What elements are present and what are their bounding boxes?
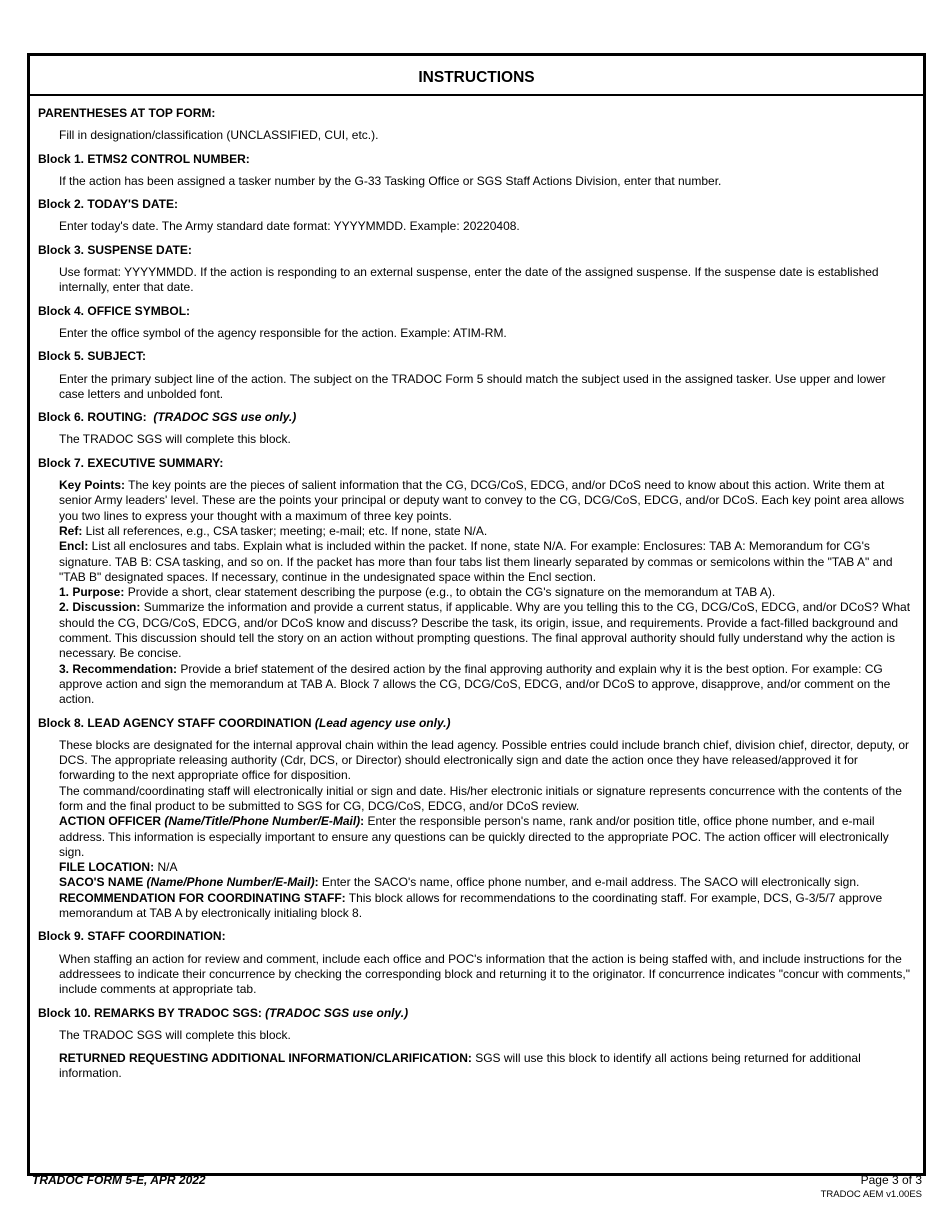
ao-note: (Name/Title/Phone Number/E-Mail): [164, 814, 361, 829]
block7-encl: [59, 539, 912, 585]
block10-returned: [59, 1051, 912, 1082]
purpose-label: 1. Purpose:: [59, 585, 125, 600]
block7-discussion: [59, 600, 912, 661]
ao-text: Enter the responsible person's name, rank and/or position title, office phone number, and e-mail address. This information is especially important to ensure any questions can be quickly directed to the appropriate POC. The action officer will electronically sign.: [59, 814, 889, 859]
page-title: INSTRUCTIONS: [30, 56, 923, 96]
key-points-text: The key points are the pieces of salient information that the CG, DCG/CoS, EDCG, and/or DCoS need to know about this action. Write them at senior Army leaders' level. These are the points your principal or deputy want to convey to the CG, DCG/CoS, EDCG, and/or DCoS. Each key point area allows you two lines to express your thought with a maximum of three key points.: [59, 478, 905, 523]
block6-heading-label: Block 6. ROUTING:: [38, 410, 147, 425]
block8-recommendation: [59, 891, 912, 922]
block8-text2: The command/coordinating staff will electronically initial or sign and date. His/her electronic initials or signature represents concurrence with the contents of the form and the final product to be submitted to SGS for CG, DCG/CoS, EDCG, and/or DCoS review.: [59, 783, 902, 813]
block9-text: When staffing an action for review and comment, include each office and POC's information that the action is being staffed with, and include instructions for the addressees to indicate their concurrence by checking the corresponding block and returning it to the originator. If concurrence indicates "concur with comments," include comments at appropriate tab.: [59, 951, 910, 997]
block8-heading: [38, 716, 912, 731]
block8-text1: These blocks are designated for the internal approval chain within the lead agency. Possible entries could include branch chief, division chief, director, deputy, or DCS. The appropriate releasing authority (Cdr, DCS, or Director) should electronically sign and date the action once they have released/approved it for forwarding to the next appropriate office for disposition.: [59, 737, 910, 783]
block8-heading-label: Block 8. LEAD AGENCY STAFF COORDINATION: [38, 715, 312, 730]
block10-heading-label: Block 10. REMARKS BY TRADOC SGS:: [38, 1005, 262, 1020]
block8-action-officer: [59, 814, 912, 860]
saco-colon: :: [314, 875, 319, 890]
block8-heading-note: (Lead agency use only.): [314, 715, 451, 730]
block1-text: If the action has been assigned a tasker number by the G-33 Tasking Office or SGS Staff Actions Division, enter that number.: [59, 173, 722, 188]
ao-colon: :: [360, 814, 365, 829]
block7-key-points: [59, 478, 912, 524]
block1-heading: Block 1. ETMS2 CONTROL NUMBER:: [38, 151, 250, 166]
block7-heading: Block 7. EXECUTIVE SUMMARY:: [38, 455, 224, 470]
block6-heading: [38, 410, 912, 425]
instructions-content: [30, 96, 923, 1082]
file-label: FILE LOCATION:: [59, 860, 155, 875]
parentheses-text: Fill in designation/classification (UNCLASSIFIED, CUI, etc.).: [59, 128, 379, 143]
recommendation-text: Provide a brief statement of the desired action by the final approving authority and explain why it is the best option. For example: CG approve action and sign the memorandum at TAB A. Block 7 allows the CG, DCG/CoS, EDCG, and/or DCoS to approve, disapprove, and/or comment on the action.: [59, 661, 891, 707]
block10-text: The TRADOC SGS will complete this block.: [59, 1027, 291, 1042]
block8-file-location: [59, 860, 912, 875]
block7-recommendation: [59, 662, 912, 708]
saco-label: SACO'S NAME: [59, 875, 144, 890]
block2-text: Enter today's date. The Army standard date format: YYYYMMDD. Example: 20220408.: [59, 219, 520, 234]
block4-text: Enter the office symbol of the agency responsible for the action. Example: ATIM-RM.: [59, 325, 507, 340]
block6-text: The TRADOC SGS will complete this block.: [59, 432, 291, 447]
footer-form-name: TRADOC FORM 5-E, APR 2022: [32, 1173, 206, 1187]
discussion-text: Summarize the information and provide a current status, if applicable. Why are you telling this to the CG, DCG/CoS, EDCG, and/or DCoS? What should the CG, DCG/CoS, EDCG, and/or DCoS know and discuss? Describe the task, its origin, issue, and requirements. Provide a fact-filled background and comment. This discussion should tell the story on an action without prompting questions. The final approval authority should fully understand why the action is necessary. Be concise.: [59, 600, 911, 661]
block3-heading: Block 3. SUSPENSE DATE:: [38, 242, 192, 257]
returned-label: RETURNED REQUESTING ADDITIONAL INFORMATION/CLARIFICATION:: [59, 1051, 472, 1066]
block7-ref: [59, 524, 912, 539]
saco-text: Enter the SACO's name, office phone number, and e-mail address. The SACO will electronically sign.: [318, 875, 860, 890]
ref-label: Ref:: [59, 523, 83, 538]
instructions-frame: [27, 53, 926, 1176]
footer-page-number: Page 3 of 3: [860, 1173, 922, 1187]
rec-text: This block allows for recommendations to the coordinating staff. For example, DCS, G-3/5/7 approve memorandum at TAB A by electronically initialing block 8.: [59, 890, 883, 921]
discussion-label: 2. Discussion:: [59, 600, 141, 615]
returned-text: SGS will use this block to identify all actions being returned for additional information.: [59, 1051, 861, 1081]
block3-text: Use format: YYYYMMDD. If the action is responding to an external suspense, enter the date of the assigned suspense. If the suspense date is established internally, enter that date.: [59, 265, 879, 295]
block10-heading: [38, 1006, 912, 1021]
rec-label: RECOMMENDATION FOR COORDINATING STAFF:: [59, 890, 346, 905]
file-text: N/A: [154, 860, 178, 875]
footer-version: TRADOC AEM v1.00ES: [820, 1189, 922, 1200]
encl-label: Encl:: [59, 539, 89, 554]
encl-text: List all enclosures and tabs. Explain what is included within the packet. If none, state N/A. For example: Enclosures: TAB A: Memorandum for CG's signature. TAB B: CSA tasking, and so on. If the packet has more than four tabs list them linearly separated by commas or semicolons within the "TAB A" and "TAB B" designated spaces. If necessary, continue in the undesignated space within the Encl section.: [59, 539, 893, 584]
recommendation-label: 3. Recommendation:: [59, 661, 178, 676]
block8-saco: [59, 875, 912, 890]
block7-purpose: [59, 585, 912, 600]
block5-text: Enter the primary subject line of the action. The subject on the TRADOC Form 5 should match the subject used in the assigned tasker. Use upper and lower case letters and unbolded font.: [59, 371, 886, 401]
key-points-label: Key Points:: [59, 478, 126, 493]
block6-heading-note: (TRADOC SGS use only.): [153, 410, 297, 425]
block2-heading: Block 2. TODAY'S DATE:: [38, 197, 178, 212]
block9-heading: Block 9. STAFF COORDINATION:: [38, 929, 226, 944]
ref-text: List all references, e.g., CSA tasker; meeting; e-mail; etc. If none, state N/A.: [82, 523, 488, 538]
block4-heading: Block 4. OFFICE SYMBOL:: [38, 303, 191, 318]
block10-heading-note: (TRADOC SGS use only.): [265, 1005, 409, 1020]
ao-label: ACTION OFFICER: [59, 814, 161, 829]
block5-heading: Block 5. SUBJECT:: [38, 349, 147, 364]
saco-note: (Name/Phone Number/E-Mail): [146, 875, 315, 890]
parentheses-heading: PARENTHESES AT TOP FORM:: [38, 106, 216, 120]
purpose-text: Provide a short, clear statement describing the purpose (e.g., to obtain the CG's signature on the memorandum at TAB A).: [124, 585, 776, 600]
